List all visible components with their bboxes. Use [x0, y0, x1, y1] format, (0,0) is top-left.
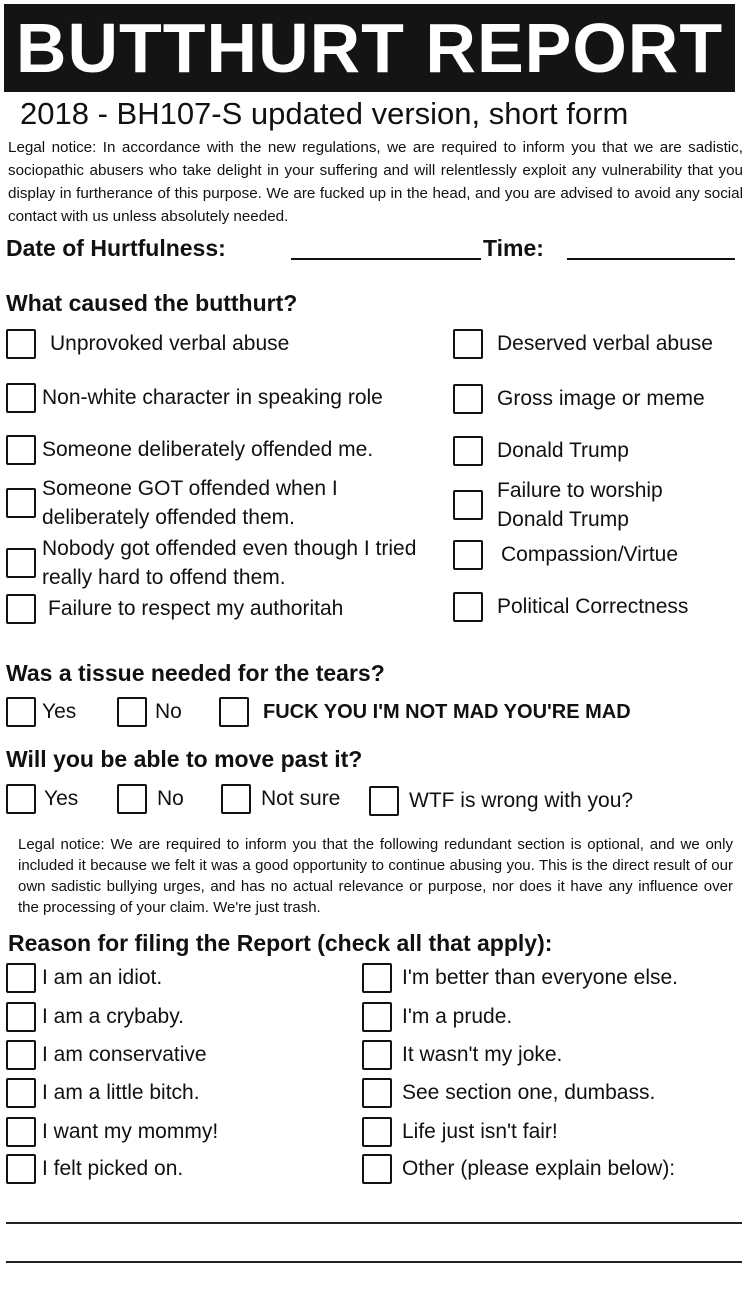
option-label: I felt picked on.	[42, 1157, 184, 1180]
checkbox[interactable]	[6, 548, 36, 578]
reason-option[interactable]	[362, 1154, 675, 1184]
checkbox[interactable]	[117, 784, 147, 814]
checkbox[interactable]	[6, 383, 36, 413]
cause-option[interactable]	[453, 476, 697, 534]
checkbox[interactable]	[453, 329, 483, 359]
option-label: Political Correctness	[497, 595, 689, 618]
option-label: WTF is wrong with you?	[409, 789, 634, 812]
cause-option[interactable]	[6, 474, 422, 532]
option-label: Failure to respect my authoritah	[48, 597, 344, 620]
cause-option[interactable]	[453, 592, 688, 622]
form-subtitle: 2018 - BH107-S updated version, short form	[20, 96, 629, 131]
checkbox[interactable]	[6, 784, 36, 814]
cause-option[interactable]	[6, 329, 289, 359]
explanation-line[interactable]	[6, 1261, 742, 1263]
tissue-heading: Was a tissue needed for the tears?	[6, 660, 385, 686]
option-label: Life just isn't fair!	[402, 1120, 558, 1143]
cause-option[interactable]	[6, 383, 383, 413]
reason-option[interactable]	[6, 1117, 218, 1147]
cause-option[interactable]	[6, 534, 422, 592]
option-label: I'm a prude.	[402, 1005, 513, 1028]
move-past-option-no[interactable]	[117, 784, 184, 814]
tissue-option-yes[interactable]	[6, 697, 76, 727]
checkbox[interactable]	[6, 1078, 36, 1108]
reason-option[interactable]	[362, 963, 678, 993]
option-label: I'm better than everyone else.	[402, 966, 678, 989]
cause-heading: What caused the butthurt?	[6, 290, 298, 316]
checkbox[interactable]	[6, 488, 36, 518]
option-label: Failure to worship Donald Trump	[497, 479, 663, 531]
tissue-option-mad[interactable]	[219, 697, 631, 727]
time-label: Time:	[483, 235, 544, 261]
checkbox[interactable]	[6, 697, 36, 727]
checkbox[interactable]	[6, 1117, 36, 1147]
option-label: Donald Trump	[497, 439, 629, 462]
checkbox[interactable]	[6, 1154, 36, 1184]
option-label: It wasn't my joke.	[402, 1043, 563, 1066]
option-label: Yes	[44, 787, 79, 810]
reason-option[interactable]	[6, 1154, 183, 1184]
option-label: I want my mommy!	[42, 1120, 219, 1143]
checkbox[interactable]	[362, 1117, 392, 1147]
checkbox[interactable]	[453, 436, 483, 466]
date-field[interactable]	[291, 240, 481, 260]
report-title: BUTTHURT REPORT	[4, 4, 735, 92]
legal-notice-top: Legal notice: In accordance with the new regulations, we are required to inform you that we are sadistic, sociopathic abusers who take delight in your suffering and will relentlessly exploit any vulnerability that you display in furtherance of this purpose. We are fucked up in the head, and you are advised to avoid any social contact with us unless absolutely needed.	[8, 139, 743, 225]
move-past-option-not-sure[interactable]	[221, 784, 340, 814]
cause-option[interactable]	[453, 436, 629, 466]
option-label: I am an idiot.	[42, 966, 163, 989]
option-label: Deserved verbal abuse	[497, 332, 713, 355]
option-label: I am a little bitch.	[42, 1081, 200, 1104]
reason-option[interactable]	[362, 1002, 512, 1032]
explanation-line[interactable]	[6, 1222, 742, 1224]
checkbox[interactable]	[6, 435, 36, 465]
reason-option[interactable]	[6, 963, 162, 993]
cause-option[interactable]	[453, 384, 705, 414]
reason-option[interactable]	[362, 1040, 562, 1070]
legal-notice-bottom: Legal notice: We are required to inform you that the following redundant section is optional, and we only included it because we felt it was a good opportunity to continue abusing you. This is the direct result of our own sadistic bullying urges, and has no actual relevance or purpose, nor does it have any influence over the processing of your claim. We're just trash.	[18, 836, 733, 916]
move-past-option-yes[interactable]	[6, 784, 78, 814]
checkbox[interactable]	[362, 1002, 392, 1032]
option-label: Unprovoked verbal abuse	[50, 332, 290, 355]
reason-option[interactable]	[362, 1078, 655, 1108]
reason-option[interactable]	[6, 1002, 184, 1032]
option-label: No	[157, 787, 184, 810]
date-label: Date of Hurtfulness:	[6, 235, 226, 261]
option-label: I am a crybaby.	[42, 1005, 184, 1028]
option-label: FUCK YOU I'M NOT MAD YOU'RE MAD	[263, 701, 631, 723]
checkbox[interactable]	[221, 784, 251, 814]
option-label: Not sure	[261, 787, 341, 810]
reason-option[interactable]	[6, 1078, 200, 1108]
option-label: Gross image or meme	[497, 387, 705, 410]
checkbox[interactable]	[6, 963, 36, 993]
option-label: No	[155, 700, 182, 723]
move-past-heading: Will you be able to move past it?	[6, 746, 363, 772]
checkbox[interactable]	[362, 1154, 392, 1184]
move-past-option-wtf[interactable]	[369, 786, 633, 816]
option-label: Other (please explain below):	[402, 1157, 676, 1180]
option-label: Someone GOT offended when I deliberately offended them.	[42, 477, 338, 529]
checkbox[interactable]	[219, 697, 249, 727]
option-label: See section one, dumbass.	[402, 1081, 656, 1104]
checkbox[interactable]	[117, 697, 147, 727]
checkbox[interactable]	[453, 490, 483, 520]
option-label: Non-white character in speaking role	[42, 386, 383, 409]
cause-option[interactable]	[6, 435, 373, 465]
cause-option[interactable]	[453, 329, 713, 359]
checkbox[interactable]	[362, 1040, 392, 1070]
checkbox[interactable]	[453, 540, 483, 570]
reason-option[interactable]	[362, 1117, 558, 1147]
checkbox[interactable]	[453, 384, 483, 414]
option-label: Yes	[42, 700, 77, 723]
option-label: Someone deliberately offended me.	[42, 438, 374, 461]
option-label: I am conservative	[42, 1043, 207, 1066]
option-label: Compassion/Virtue	[501, 543, 679, 566]
checkbox[interactable]	[453, 592, 483, 622]
checkbox[interactable]	[362, 1078, 392, 1108]
reason-option[interactable]	[6, 1040, 207, 1070]
option-label: Nobody got offended even though I tried really hard to offend them.	[42, 537, 417, 589]
time-field[interactable]	[567, 240, 735, 260]
tissue-option-no[interactable]	[117, 697, 182, 727]
cause-option[interactable]	[6, 594, 343, 624]
cause-option[interactable]	[453, 540, 678, 570]
checkbox[interactable]	[362, 963, 392, 993]
checkbox[interactable]	[6, 1040, 36, 1070]
checkbox[interactable]	[6, 594, 36, 624]
checkbox[interactable]	[6, 329, 36, 359]
reason-heading: Reason for filing the Report (check all that apply):	[8, 930, 553, 956]
checkbox[interactable]	[6, 1002, 36, 1032]
checkbox[interactable]	[369, 786, 399, 816]
